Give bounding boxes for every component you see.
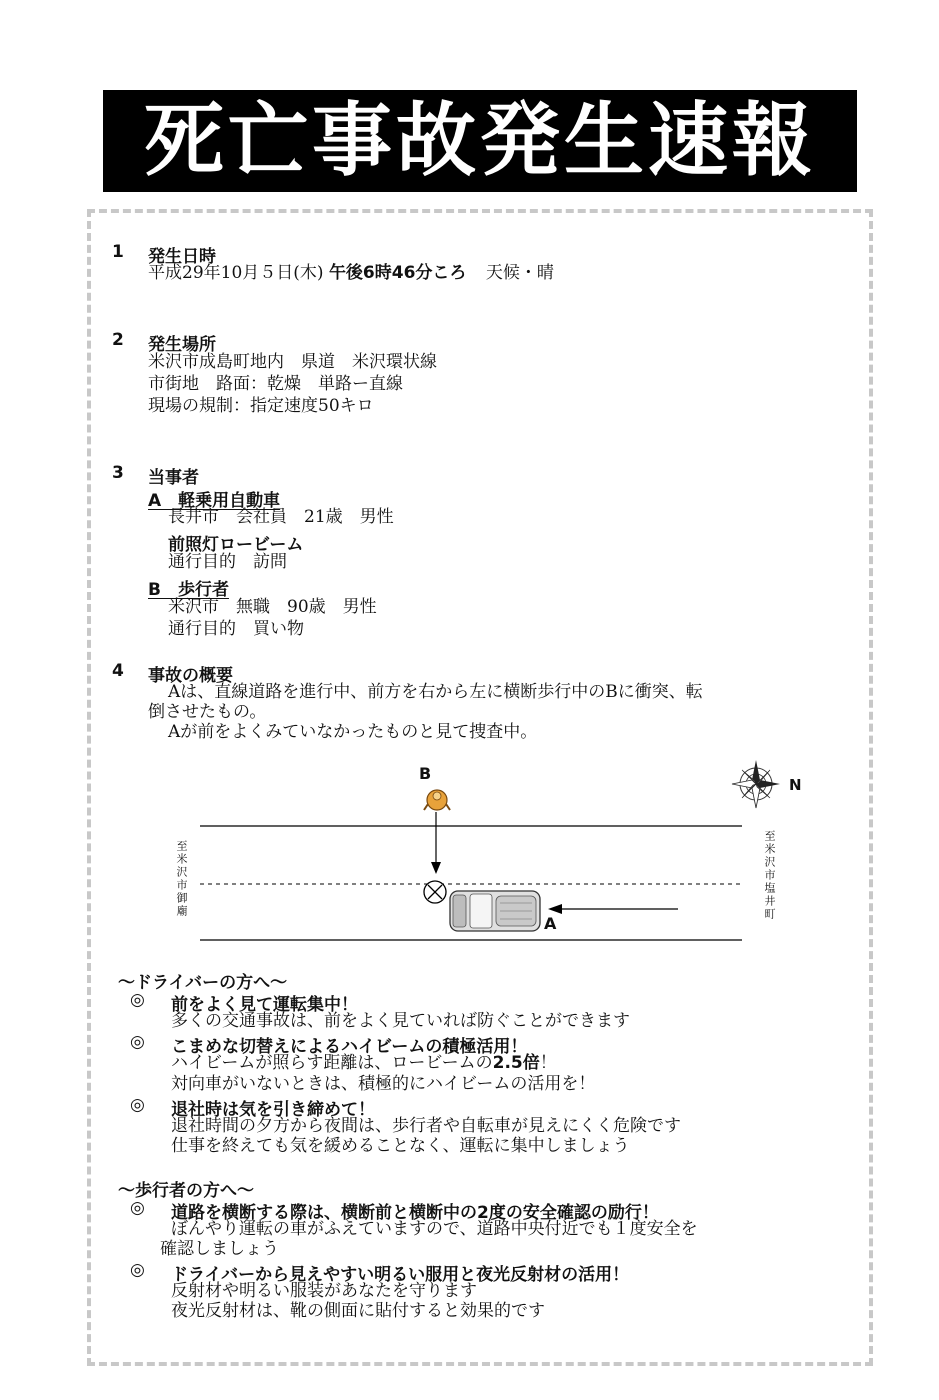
section-2-number: 2: [112, 330, 124, 350]
page-title: 死亡事故発生速報: [144, 94, 816, 187]
party-b-profile: 米沢市 無職 90歳 男性: [168, 597, 377, 617]
pedestrian-tip-text: 確認しましょう: [160, 1239, 279, 1259]
left-destination-label: 至米沢市御廟: [175, 840, 188, 918]
driver-tip-title: 前をよく見て運転集中！: [171, 995, 358, 1015]
pedestrian-tip-text: 夜光反射材は、靴の側面に貼付すると効果的です: [171, 1301, 545, 1321]
section-1-number: 1: [112, 242, 124, 262]
highbeam-exclaim: ！: [539, 1053, 557, 1073]
weather: 天候・晴: [485, 263, 554, 283]
bullet-mark: ◎: [130, 1032, 145, 1052]
section-3-number: 3: [112, 463, 124, 483]
section-1-heading: 発生日時: [148, 247, 216, 267]
location-line: 現場の規制：指定速度50キロ: [148, 396, 374, 416]
car-icon: [450, 891, 540, 931]
pedestrian-arrowhead: [431, 862, 441, 874]
vehicle-label-a: A: [544, 914, 557, 933]
party-a-heading: A 軽乗用自動車: [148, 491, 281, 511]
summary-line: Aは、直線道路を進行中、前方を右から左に横断歩行中のBに衝突、転: [168, 682, 703, 702]
compass-north-label: N: [789, 776, 802, 794]
driver-tip-text: [171, 1053, 557, 1073]
drivers-heading: 〜ドライバーの方へ〜: [118, 973, 288, 993]
section-3-heading: 当事者: [148, 468, 199, 488]
highbeam-ratio: 2.5倍: [492, 1053, 540, 1073]
party-b-purpose: 通行目的 買い物: [168, 619, 304, 639]
collision-point-icon: [424, 881, 446, 903]
party-a-profile: 長井市 会社員 21歳 男性: [168, 507, 394, 527]
summary-line: 倒させたもの。: [148, 702, 267, 722]
party-a-headlight: 前照灯ロービーム: [168, 535, 304, 555]
pedestrian-tip-text: ぼんやり運転の車がふえていますので、道路中央付近でも１度安全を: [171, 1219, 698, 1239]
pedestrian-label-b: B: [419, 764, 432, 783]
pedestrian-tip-text: 反射材や明るい服装があなたを守ります: [171, 1281, 477, 1301]
bullet-mark: ◎: [130, 1260, 145, 1280]
summary-line: Aが前をよくみていなかったものと見て捜査中。: [168, 722, 538, 742]
section-4-number: 4: [112, 661, 124, 681]
pedestrian-tip-title: 道路を横断する際は、横断前と横断中の2度の安全確認の励行！: [171, 1203, 659, 1223]
driver-tip-text: 退社時間の夕方から夜間は、歩行者や自転車が見えにくく危険です: [171, 1116, 681, 1136]
vehicle-arrowhead: [548, 904, 562, 914]
driver-tip-text: 仕事を終えても気を緩めることなく、運転に集中しましょう: [171, 1136, 630, 1156]
party-b-heading: B 歩行者: [148, 580, 229, 600]
driver-tip-text: 対向車がいないときは、積極的にハイビームの活用を！: [171, 1074, 596, 1094]
occurrence-date: 平成29年10月５日(木): [148, 263, 324, 283]
pedestrian-icon: [424, 790, 450, 810]
bullet-mark: ◎: [130, 1198, 145, 1218]
section-4-heading: 事故の概要: [148, 666, 233, 686]
occurrence-time: 午後6時46分ころ: [328, 263, 467, 283]
pedestrians-heading: 〜歩行者の方へ〜: [118, 1181, 254, 1201]
pedestrian-tip-title: ドライバーから見えやすい明るい服用と夜光反射材の活用！: [171, 1265, 630, 1285]
driver-tip-text: 多くの交通事故は、前をよく見ていれば防ぐことができます: [171, 1011, 630, 1031]
right-destination-label: 至米沢市塩井町: [763, 830, 776, 921]
location-line: 市街地 路面：乾燥 単路ー直線: [148, 374, 403, 394]
location-line: 米沢市成島町地内 県道 米沢環状線: [148, 352, 437, 372]
highbeam-distance-text: ハイビームが照らす距離は、ロービームの: [171, 1053, 493, 1073]
compass-icon: [732, 760, 780, 808]
driver-tip-title: 退社時は気を引き締めて！: [171, 1100, 375, 1120]
bullet-mark: ◎: [130, 990, 145, 1010]
driver-tip-title: こまめな切替えによるハイビームの積極活用！: [171, 1037, 528, 1057]
bullet-mark: ◎: [130, 1095, 145, 1115]
party-a-purpose: 通行目的 訪問: [168, 552, 287, 572]
section-2-heading: 発生場所: [148, 335, 216, 355]
